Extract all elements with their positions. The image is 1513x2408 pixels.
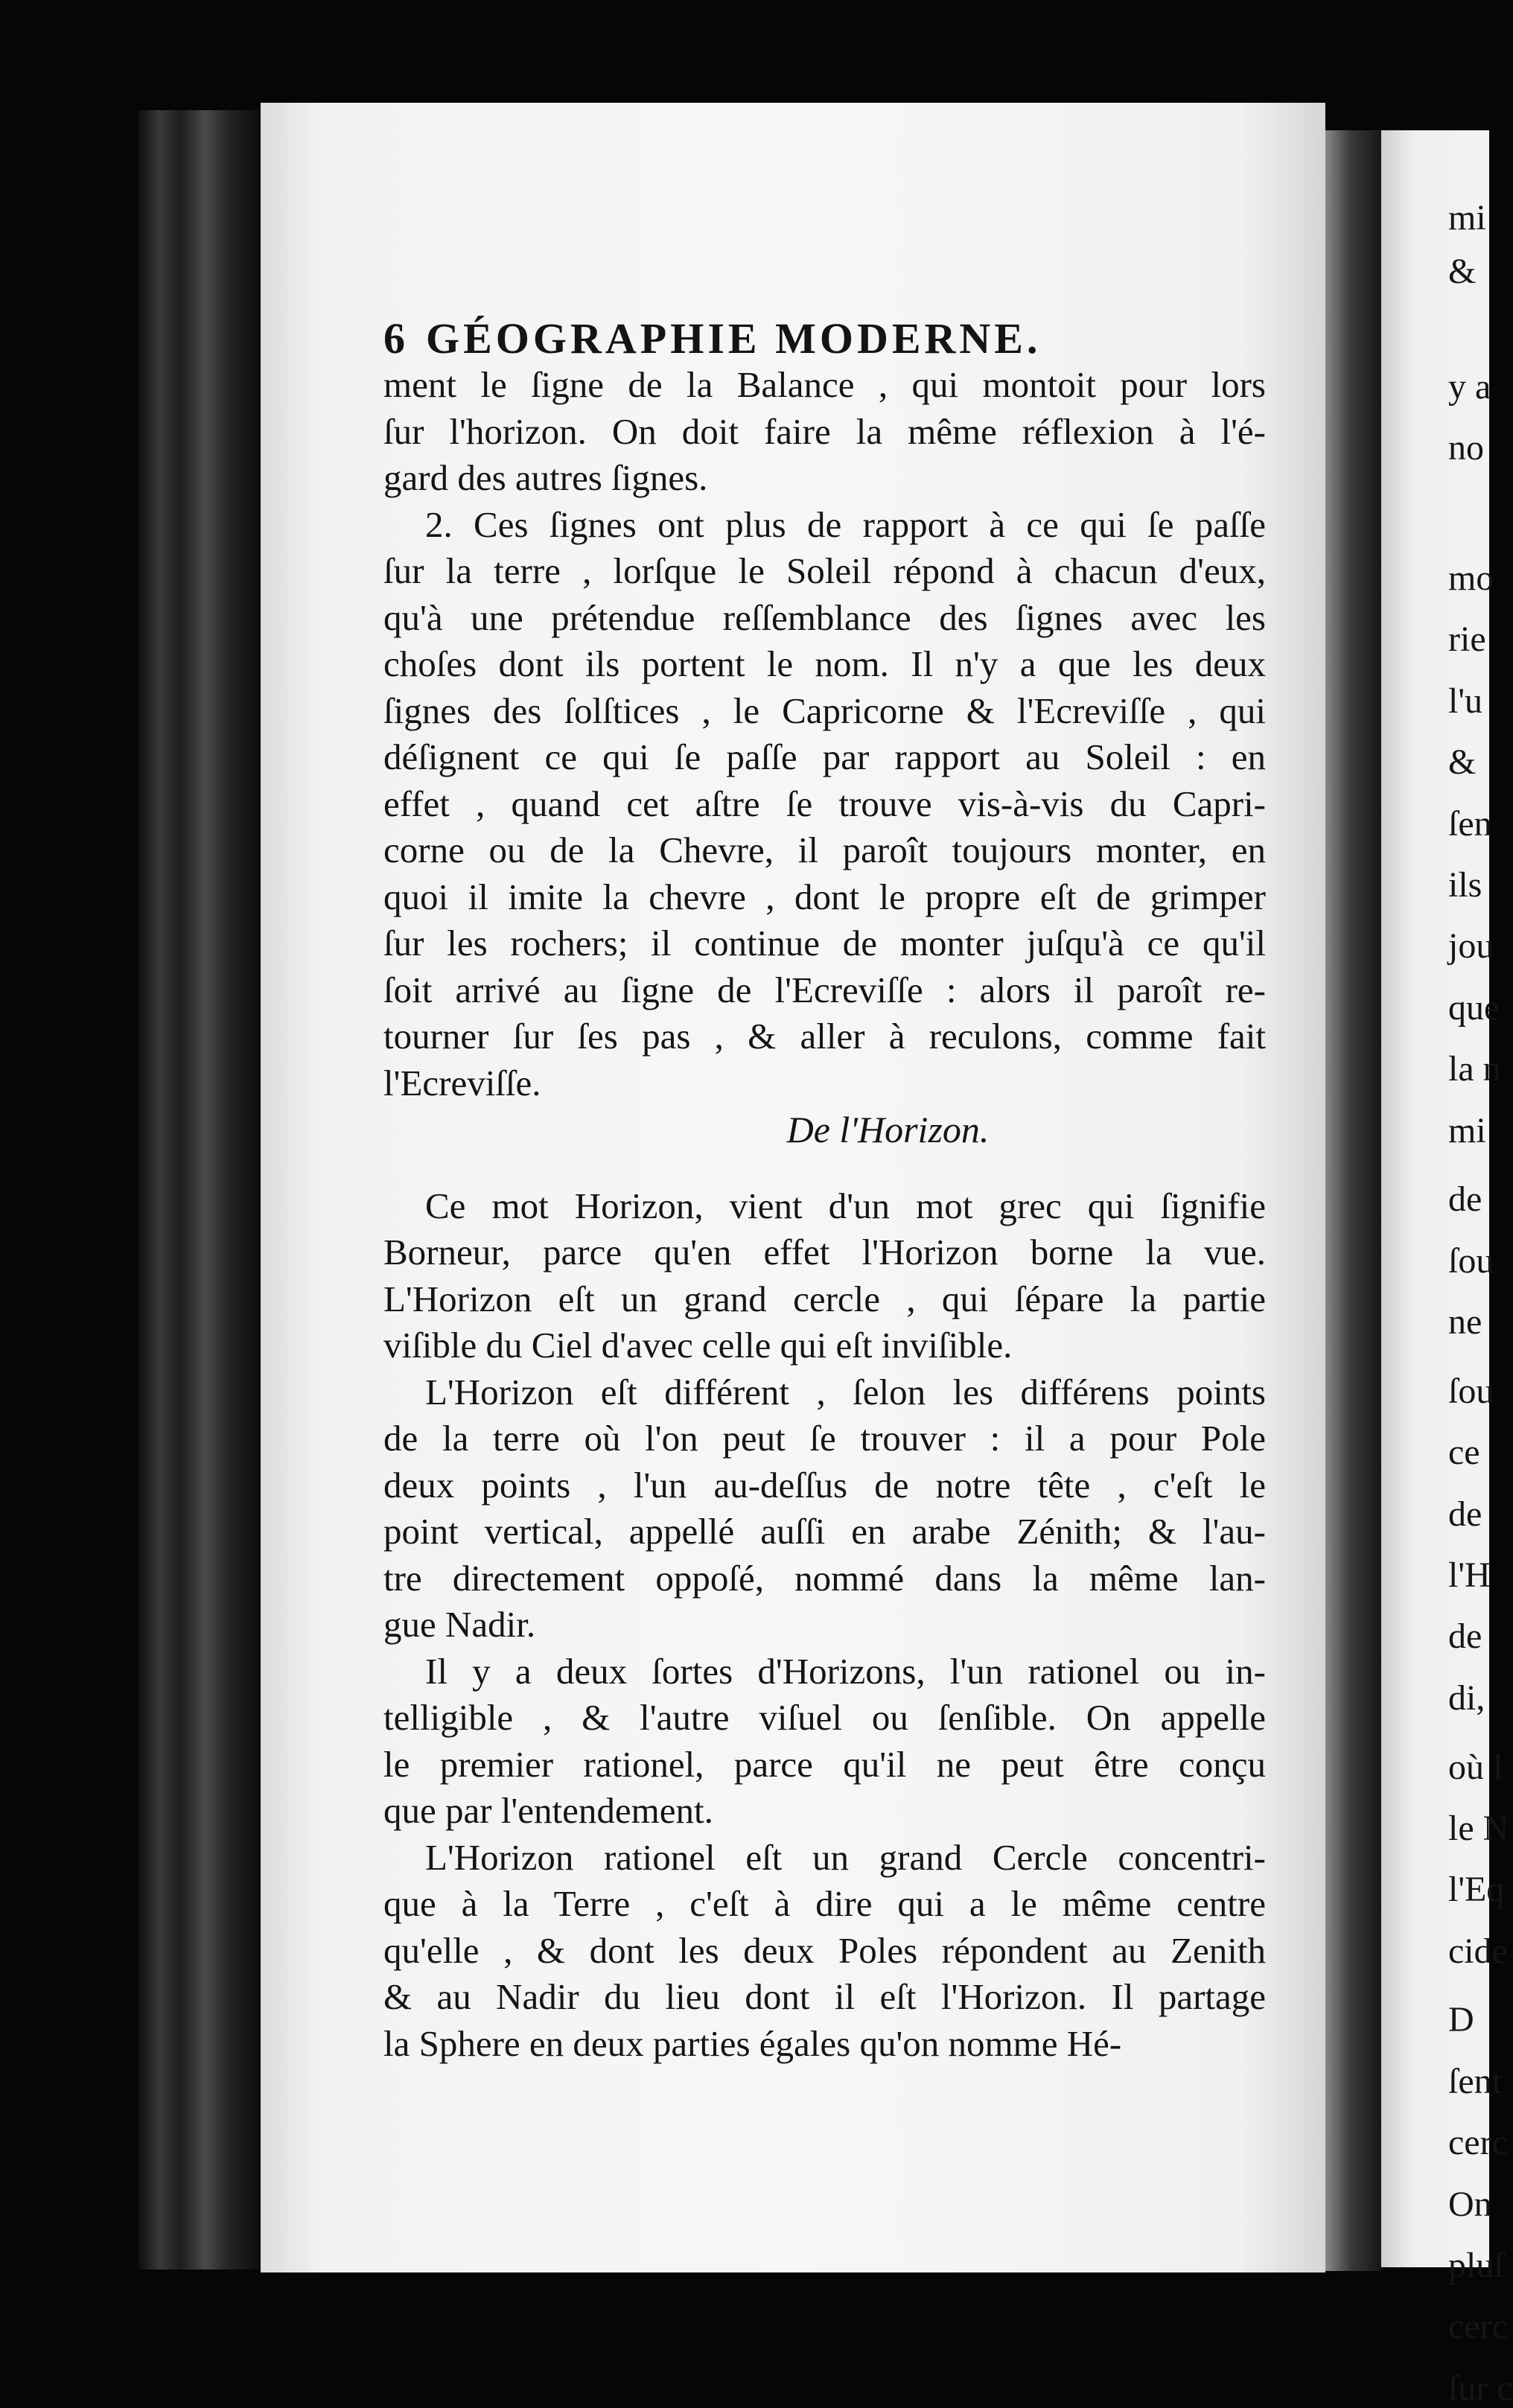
text-line: ſur l'horizon. On doit faire la même réflexion à l'é- [383,410,1266,452]
facing-page-fragment: y a [1448,366,1491,407]
text-line: L'Horizon eſt différent , ſelon les différens points [425,1371,1266,1412]
facing-page-fragment: mo [1448,558,1494,598]
page-text [383,316,1266,2067]
facing-page-fragment: D [1448,2000,1474,2040]
facing-page-fragment: ils [1448,865,1482,905]
facing-page-fragment: ſent [1448,2061,1502,2101]
facing-page-fragment: & [1448,252,1477,291]
heading-spacer [383,1153,1266,1183]
text-line: qu'à une prétendue reſſemblance des ſignes avec les [383,596,1266,638]
facing-page-fragment: ce [1448,1433,1480,1473]
facing-page-fragment: jou [1448,926,1494,966]
facing-page-fragment: que [1448,987,1500,1028]
text-line: tourner ſur ſes pas , & aller à reculons, comme fait [383,1016,1266,1057]
text-line: gard des autres ſignes. [383,457,708,498]
text-line: L'Horizon eſt un grand cercle , qui ſépare la partie [383,1278,1266,1319]
facing-page-fragment: cerc [1448,2123,1508,2163]
text-line: que par l'entendement. [383,1790,713,1831]
text-line: viſible du Ciel d'avec celle qui eſt inviſible. [383,1325,1013,1366]
text-line: l'Ecreviſſe. [383,1062,541,1103]
text-line: de la terre où l'on peut ſe trouver : il a pour Pole [383,1418,1266,1459]
text-line: effet , quand cet aſtre ſe trouve vis-à-vis du Capri- [383,783,1266,824]
text-line: déſignent ce qui ſe paſſe par rapport au Soleil : en [383,736,1266,777]
facing-page-fragment: cide [1448,1931,1508,1971]
text-line: ment le ſigne de la Balance , qui montoit pour lors [383,364,1266,405]
text-line: Borneur, parce qu'en effet l'Horizon borne la vue. [383,1232,1266,1273]
text-line: gue Nadir. [383,1604,536,1645]
text-line: 2. Ces ſignes ont plus de rapport à ce qui ſe paſſe [425,503,1266,545]
text-line: ſur les rochers; il continue de monter juſqu'à ce qu'il [383,923,1266,963]
facing-page-fragment: le N [1448,1808,1509,1848]
text-line: L'Horizon rationel eſt un grand Cercle concentri- [425,1836,1266,1878]
facing-page-fragment: pluſ [1448,2246,1504,2285]
text-line: choſes dont ils portent le nom. Il n'y a que les deux [383,643,1266,684]
facing-page-fragment: l'H [1448,1555,1491,1595]
facing-page-fragment: ne [1448,1302,1482,1342]
facing-page [1381,130,1513,2408]
facing-page-fragment: no [1448,427,1484,468]
facing-page-fragment: ſur c [1448,2368,1513,2408]
text-line: ſur la terre , lorſque le Soleil répond à chacun d'eux, [383,550,1266,591]
text-line: quoi il imite la chevre , dont le propre eſt de grimper [383,876,1266,917]
page-number: 6 [383,314,405,363]
text-line: point vertical, appellé auſſi en arabe Zénith; & l'au- [383,1511,1266,1552]
facing-page-fragment: mi [1448,1110,1486,1150]
text-line: Il y a deux ſortes d'Horizons, l'un rationel ou in- [425,1650,1266,1692]
text-line: qu'elle , & dont les deux Poles répondent au Zenith [383,1929,1266,1971]
facing-page-fragment: ſen [1448,803,1492,844]
facing-page-fragment: de [1448,1179,1482,1220]
text-line: ſoit arrivé au ſigne de l'Ecreviſſe : alors il paroît re- [383,969,1266,1010]
text-line: la Sphere en deux parties égales qu'on nomme Hé- [383,2022,1122,2064]
text-line: deux points , l'un au-deſſus de notre tête , c'eſt le [383,1464,1266,1506]
facing-page-fragment: On [1448,2184,1492,2224]
running-title: GÉOGRAPHIE MODERNE. [426,314,1042,363]
text-line: Ce mot Horizon, vient d'un mot grec qui ſignifie [425,1185,1266,1226]
text-line: & au Nadir du lieu dont il eſt l'Horizon. Il partage [383,1976,1266,2017]
text-line: ſignes des ſolſtices , le Capricorne & l'Ecreviſſe , qui [383,689,1266,731]
running-header [383,316,1266,362]
text-line: tre directement oppoſé, nommé dans la même lan- [383,1557,1266,1599]
facing-page-fragment: la n [1448,1049,1501,1089]
facing-page-fragment: di, [1448,1678,1485,1718]
section-heading: De l'Horizon. [786,1109,990,1150]
facing-page-fragment: l'u [1448,681,1482,721]
facing-page-fragment: de [1448,1617,1482,1657]
facing-page-fragment: ſou [1448,1371,1494,1411]
text-line: le premier rationel, parce qu'il ne peut être conçu [383,1743,1266,1785]
text-line: telligible , & l'autre viſuel ou ſenſible. On appelle [383,1697,1266,1738]
facing-page-fragment: où l [1448,1747,1503,1787]
book-spine-edge [138,110,261,2270]
facing-page-fragment: l'Eq [1448,1870,1505,1910]
facing-page-fragment: de [1448,1494,1482,1534]
page-body [383,362,1266,2067]
text-line: corne ou de la Chevre, il paroît toujours monter, en [383,829,1266,870]
facing-page-fragment: ſou [1448,1240,1494,1281]
facing-page-fragment: rie [1448,619,1486,660]
text-line: que à la Terre , c'eſt à dire qui a le même centre [383,1883,1266,1924]
facing-page-fragment: & [1448,742,1477,783]
facing-page-fragment: mi [1448,197,1486,238]
page-gutter-shadow [1325,130,1381,2271]
facing-page-fragment: cerc [1448,2307,1508,2347]
